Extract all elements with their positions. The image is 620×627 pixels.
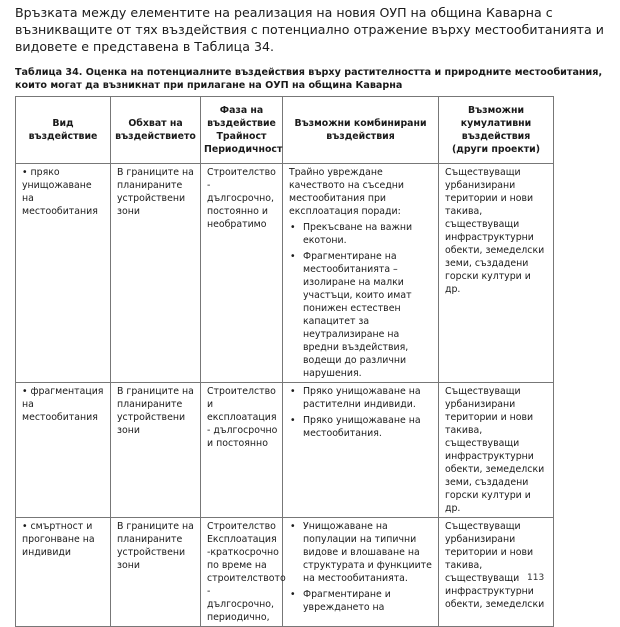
header-impact-scope: Обхват на въздействието [111, 97, 201, 164]
header-combined-impacts: Възможни комбинирани въздействия [283, 97, 439, 164]
page-number: 113 [527, 573, 545, 583]
table-row [16, 383, 554, 518]
cell-impact-phase: Строителство и експлоатация - дългосрочно и постоянно [201, 383, 283, 518]
table-header-row [16, 97, 554, 164]
cell-impact-scope: В границите на планираните устройствени зони [111, 518, 201, 627]
table-caption: Таблица 34. Оценка на потенциалните въздействия върху растителността и природните местообитания, които могат да възникнат при прилагане на ОУП на община Каварна [15, 67, 603, 91]
cell-combined-impacts [283, 383, 439, 518]
cell-impact-type: • смъртност и прогонване на индивиди [16, 518, 111, 627]
list-item: • Пряко унищожаване на местообитания. [290, 415, 421, 439]
header-cumulative-impacts: Възможни кумулативни въздействия (други проекти) [439, 97, 554, 164]
header-impact-phase: Фаза на въздействие Трайност Периодичност [201, 97, 283, 164]
cell-impact-phase: Строителство Експлоатация -краткосрочно по време на строителството - дългосрочно, периодично, [201, 518, 283, 627]
list-item: • Прекъсване на важни екотони. [290, 222, 413, 246]
list-item: • Пряко унищожаване на растителни индивиди. [290, 386, 421, 410]
cell-impact-type: • пряко унищожаване на местообитания [16, 164, 111, 383]
cell-cumulative-impacts: Съществуващи урбанизирани територии и нови такива, съществуващи инфраструктурни обекти, земеделски [439, 518, 554, 627]
cell-impact-phase: Строителство - дългосрочно, постоянно и необратимо [201, 164, 283, 383]
header-impact-type: Вид въздействие [16, 97, 111, 164]
table-row [16, 164, 554, 383]
cell-impact-scope: В границите на планираните устройствени зони [111, 383, 201, 518]
intro-paragraph: Връзката между елементите на реализация на новия ОУП на община Каварна с възникващите от тях въздействия с потенциално отражение върху местообитанията и видовете е представена в Таблица 34. [15, 5, 604, 54]
list-item: • Фрагментиране и увреждането на [290, 589, 391, 613]
cell-impact-type: • фрагментация на местообитания [16, 383, 111, 518]
cell-cumulative-impacts: Съществуващи урбанизирани територии и нови такива, съществуващи инфраструктурни обекти, земеделски земи, създадени горски култури и др. [439, 383, 554, 518]
list-item: • Унищожаване на популации на типични видове и влошаване на структурата и функциите на местообитанията. [290, 521, 432, 584]
impact-table [15, 96, 554, 627]
cell-combined-impacts [283, 518, 439, 627]
cell-combined-impacts: Трайно увреждане качеството на съседни местообитания при експлоатация поради: • Прекъсване на важни екотони. • Фрагментиране на местообитанията – изолиране на малки участъци, които имат понижен естествен капацитет за неутрализиране на вредни въздействия, водещи до различни нарушения. [283, 164, 439, 383]
cell-cumulative-impacts: Съществуващи урбанизирани територии и нови такива, съществуващи инфраструктурни обекти, земеделски земи, създадени горски култури и др. [439, 164, 554, 383]
list-item: • Фрагментиране на местообитанията – изолиране на малки участъци, които имат понижен естествен капацитет за неутрализиране на вредни въздействия, водещи до различни нарушения. [290, 251, 412, 379]
table-row [16, 518, 554, 627]
cell-impact-scope: В границите на планираните устройствени зони [111, 164, 201, 383]
